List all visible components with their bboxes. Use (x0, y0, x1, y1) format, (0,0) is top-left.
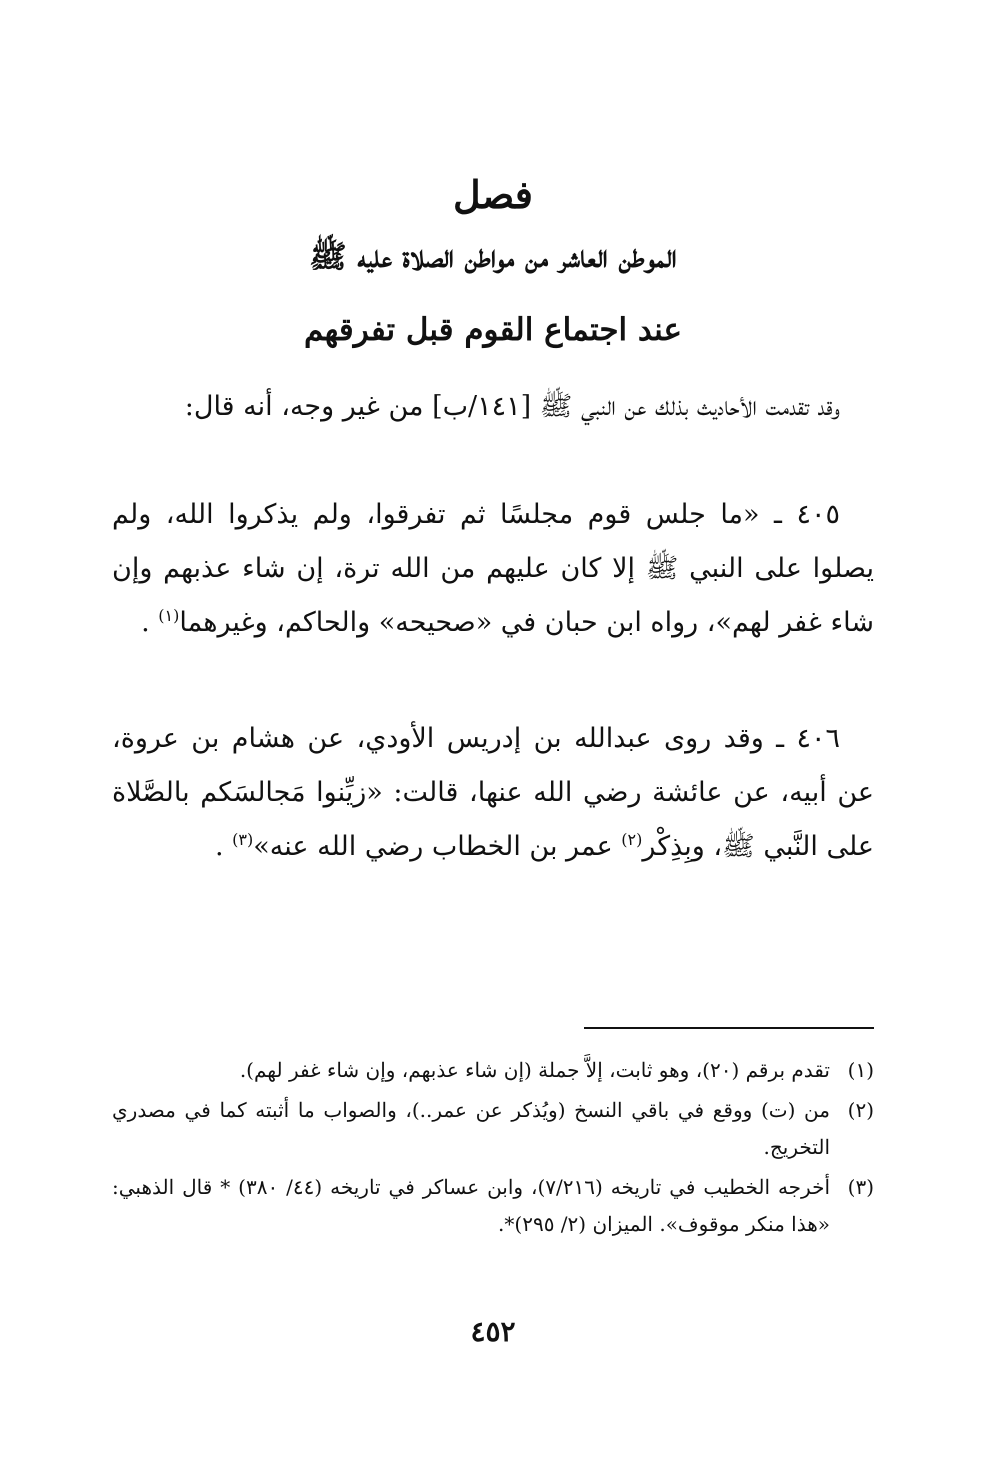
hadith-406-text: ٤٠٦ ـ وقد روى عبدالله بن إدريس الأودي، عن هشام بن عروة، عن أبيه، عن عائشة رضي الله عنها، قالت: «زيِّنوا مَجالسَكم بالصَّلاة على النَّبي ﷺ، وبِذِكْر (112, 723, 874, 862)
hadith-406-end: . (215, 831, 233, 862)
footnote-number: (١) (847, 1058, 874, 1082)
footnote-number: (٣) (847, 1175, 874, 1199)
footnote-ref-1[interactable]: (١) (158, 606, 180, 625)
hadith-406-text-continued: عمر بن الخطاب رضي الله عنه» (253, 831, 622, 862)
intro-paragraph: وقد تقدمت الأحاديث بذلك عن النبي ﷺ [١٤١/ب] من غير وجه، أنه قال: (184, 391, 840, 422)
hadith-406-paragraph (112, 712, 874, 874)
hadith-405-end: . (141, 607, 159, 638)
footnote-item (112, 1169, 874, 1243)
page-number: ٤٥٢ (470, 1315, 516, 1348)
footnote-text: أخرجه الخطيب في تاريخه (٧/٢١٦)، وابن عساكر في تاريخه (٤٤/ ٣٨٠) * قال الذهبي: «هذا منكر موقوف». الميزان (٢/ ٢٩٥)*. (112, 1175, 830, 1236)
footnote-item (112, 1092, 874, 1166)
section-heading: فصل (453, 172, 533, 217)
footnote-number: (٢) (847, 1098, 874, 1122)
footnote-separator (584, 1027, 874, 1029)
footnote-text: تقدم برقم (٢٠)، وهو ثابت، إلاَّ جملة (إن شاء عذبهم، وإن شاء غفر لهم). (239, 1058, 830, 1082)
hadith-405-text: ٤٠٥ ـ «ما جلس قوم مجلسًا ثم تفرقوا، ولم يذكروا الله، ولم يصلوا على النبي ﷺ إلا كان عليهم من الله ترة، إن شاء عذبهم وإن شاء غفر لهم»، رواه ابن حبان في «صحيحه» والحاكم، وغيرهما (112, 499, 874, 638)
footnote-text: من (ت) ووقع في باقي النسخ (ويُذكر عن عمر..)، والصواب ما أثبته كما في مصدري التخريج. (112, 1098, 830, 1159)
footnote-ref-2[interactable]: (٢) (621, 830, 643, 849)
footnotes-section (112, 1052, 874, 1246)
footnote-ref-3[interactable]: (٣) (232, 830, 254, 849)
section-subtitle: الموطن العاشر من مواطن الصلاة عليه ﷺ (309, 239, 677, 275)
section-subtitle-2: عند اجتماع القوم قبل تفرقهم (303, 312, 683, 348)
hadith-405-paragraph (112, 488, 874, 650)
footnote-item (112, 1052, 874, 1089)
